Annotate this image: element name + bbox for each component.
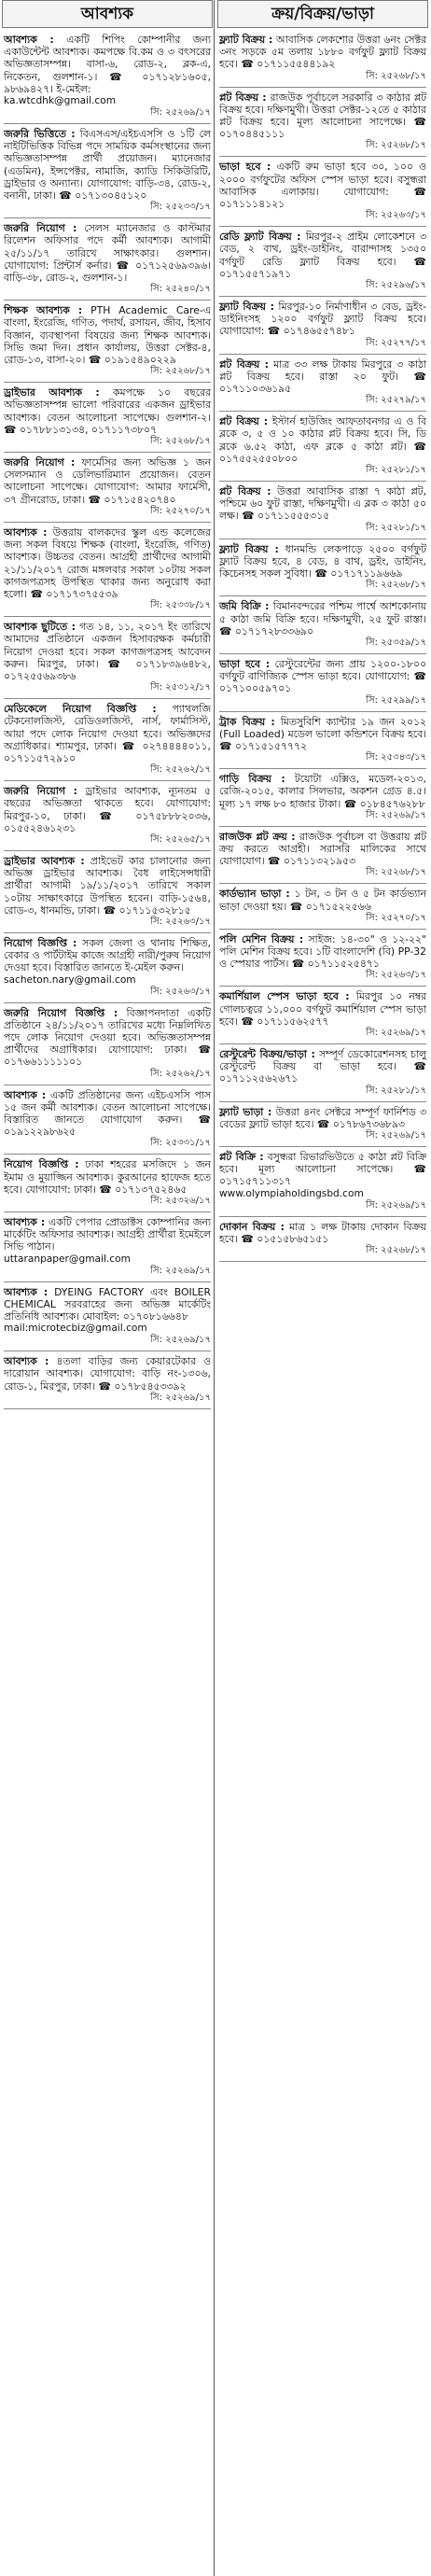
ad-keyword: আবশ্যক : — [4, 525, 48, 539]
wanted-ad — [4, 1216, 211, 1279]
ad-body: রাজউক পূর্বাচলে সরকারি ৩ কাঠার প্লট বিক্রয় হবে। দক্ষিণমুখী। উত্তরা সেক্টর-১২তে ৫ কাঠার প্লট বিক্রয় হবে। মূল্য আলোচনা সাপেক্ষে। ☎ ০১৭০৪৪৫১১১ — [219, 91, 426, 141]
ad-code: সি: ২৫২৮১/১৭ — [366, 1085, 426, 1096]
ad-code: সি: ২৫২৩৩/১৭ — [150, 202, 211, 213]
buy-sell-ad — [219, 658, 426, 708]
ad-separator — [219, 226, 426, 227]
ad-body: বিএসএস/এইচএসসি ও ১টি লে নাইটিভিত্তিক বিভিন্ন পদে সাময়িক কর্মসংস্থানের জন্য অভিজ্ঞতাসম্পন্ন প্রার্থী প্রয়োজন। ম্যানেজার (এডমিন), ইন্সপেক্টর, নামাজি, ক্যাডি সিকিউরিটি, ড্রাইভার ও অন্যান্য। যোগাযোগ: বাড়ি-৩৪, রোড-২, বনানী, ঢাকা। ☎ ০১৭১৩০৪৫১২০ — [4, 128, 211, 203]
ad-code: সি: ২৫২৬৮/১৭ — [366, 867, 426, 878]
wanted-ad — [4, 1007, 211, 1082]
ad-body: উত্তরায় বালকদের স্কুল এন্ড কলেজের জন্য সকল বিষয়ে শিক্ষক (বাংলা, ইংরেজি, গণিত) আবশ্যক। উচ্চতর বেতন। আগ্রহী প্রার্থীদের আগামী ২১/১১/২০১৭ রোজ মঙ্গলবার সকাল ১০টায় সকল কাগজপত্রসহ উপস্থিত থাকার জন্য অনুরোধ করা হলো। ☎ ০১৭১৭৩৭৫৫৩৯ — [4, 525, 211, 600]
ad-separator — [219, 156, 426, 157]
ad-separator — [4, 850, 211, 851]
ad-keyword: আবশ্যক : — [4, 34, 54, 46]
ad-keyword: প্লট বিক্রয় : — [219, 91, 267, 104]
ad-body: একটি প্রতিষ্ঠানের জন্য এইচএসসি পাস ১৫ জন কর্মী আবশ্যক। বেতন আলোচনা সাপেক্ষে। বিস্তারিত জানতে যোগাযোগ করুন। ☎ ০১৯১২২৯৮৬২৫ — [4, 1088, 212, 1139]
ad-body: ফার্মেসির জন্য অভিজ্ঞ ১ জন সেলসম্যান ও ডেলিভারিম্যান প্রয়োজন। বেতন আলোচনা সাপেক্ষে। যোগাযোগ: আমার ফার্মেসী, ৩৭ গ্রীনরোড, ঢাকা। ☎ ০১৭১৫৪২০৭৪০ — [4, 456, 211, 506]
ad-body: উত্তরা আবাসিক রাস্তা ৭ কাঠা প্লট, পশ্চিমে ৬০ ফুট রাস্তা, দক্ষিণমুখী। এ ব্লক ৩ কাঠা ৫০ লক্ষ। ☎ ০১৭১১৫৫৫৩১৫ — [219, 485, 427, 523]
ad-code: সি: ২৫৩৩১/১৭ — [150, 1138, 211, 1149]
ad-code: সি: ২৫২৬৮/১৭ — [366, 140, 426, 151]
ad-keyword: কার্ডভ্যান ভাড়া : — [219, 888, 290, 901]
left-column — [2, 0, 213, 2576]
ad-code: সি: ২৫২৬৯/১৭ — [150, 107, 211, 119]
ad-code: সি: ২৫২৬৯/১৭ — [366, 1199, 426, 1211]
buy-sell-ad — [219, 543, 426, 594]
wanted-ad-list — [2, 34, 213, 1409]
wanted-ad — [4, 304, 211, 379]
wanted-ad — [4, 386, 211, 449]
buy-sell-ad — [219, 91, 426, 154]
buy-sell-ad — [219, 888, 426, 925]
ad-code: সি: ২৫২৬৮/১৭ — [366, 1245, 426, 1255]
ad-separator — [4, 616, 211, 617]
buy-sell-ad — [219, 600, 426, 651]
wanted-ad — [4, 128, 211, 215]
buy-sell-ad — [219, 161, 426, 223]
ad-keyword: রাজউক প্লট ক্রয় : — [219, 830, 296, 843]
ad-keyword: কমার্শিয়াল স্পেস ভাড়া হবে : — [219, 990, 350, 1003]
ad-separator — [219, 986, 426, 987]
ad-keyword: আবশ্যক : — [4, 1088, 47, 1101]
ad-body: মিরপুর-১০ নির্মাণাধীন ৩ বেড, ড্রইং-ডাইনিংসহ ১২০০ বর্গফুট ফ্ল্যাট বিক্রয় হবে। যোগাযোগ: ☎ ০১৭৪৬৫৫৭৪৮১ — [219, 301, 426, 338]
ad-keyword: জরুরি ভিত্তিতে : — [4, 128, 76, 141]
buy-sell-ad — [219, 831, 426, 881]
ad-separator — [219, 1216, 426, 1217]
ad-keyword: জরুরি নিয়োগ বিজ্ঞপ্তি : — [4, 1006, 118, 1019]
ad-code: সি: ২৫২৬৩/১৭ — [150, 916, 211, 927]
ad-keyword: আবশ্যক : — [4, 1216, 46, 1229]
ad-separator — [219, 826, 426, 827]
ad-code: সি: ২৫২৭০/১৭ — [150, 505, 211, 516]
ad-separator — [219, 768, 426, 769]
ad-email[interactable]: uttaranpaper@gmail.com — [4, 1253, 131, 1265]
ad-body: আবাসিক লেকশোর উত্তরা ৬নং সেক্টর ৩নং সড়কে ৫ম তলায় ১৮৮০ বর্গফুট ফ্ল্যাট বিক্রয় হবে। ☎ ০১৭১১৫৫৪৪১৯২ — [219, 34, 427, 71]
ad-separator — [4, 217, 211, 218]
ad-code: সি: ২৫৩৩৮/১৭ — [150, 600, 211, 611]
ad-separator — [219, 481, 426, 482]
ad-code: সি: ২৫২৬৩/১৭ — [366, 210, 426, 221]
ad-separator — [4, 123, 211, 124]
ad-code: সি: ২৫২৬৯/১৭ — [150, 1335, 211, 1346]
ad-keyword: ট্রাক বিক্রয় : — [219, 715, 275, 728]
ad-code: সি: ২৫২৬৯/১৭ — [366, 1027, 426, 1038]
ad-code: সি: ২৫২৬৮/১৭ — [366, 70, 426, 81]
column-header-wanted: আবশ্যক — [2, 0, 213, 28]
ad-body: বিজ্ঞাপনদাতা একটি প্রতিষ্ঠানে ২৪/১১/২০১৭ তারিখের মধ্যে নিম্নলিখিত পদে লোক নিয়োগ দেওয়া হবে। অভিজ্ঞতাসম্পন্ন প্রার্থীদের অগ্রাধিকার। যোগাযোগ: ঢাকা। ☎ ০১৭৬৬১১১১১০১ — [4, 1006, 211, 1069]
ad-body: PTH Academic Care-এ বাংলা, ইংরেজি, গণিত, পদার্থ, রসায়ন, জীব, হিসাব বিজ্ঞান, ব্যবস্থাপনা বিষয়ের জন্য শিক্ষক আবশ্যক। সিভি জমা দিন। প্রধান কার্যালয়, উত্তরা সেক্টর-৪, রোড-১৩, বাসা-২০। ☎ ০১৯১৫৪৯০২২৯ — [4, 304, 211, 367]
buy-sell-ad — [219, 1151, 426, 1213]
ad-separator — [4, 780, 211, 781]
ad-separator — [4, 932, 211, 933]
ad-body: ধানমন্ডি লেকপাড়ে ২৫০০ বর্গফুট ফ্ল্যাট বিক্রয় হবে, ৪ বেড, ৪ বাথ, ড্রইং, ডাইনিং, কিচেনসহ সকল সুবিধা। ☎ ০১৭১৭১১৯৬৬৯ — [219, 542, 426, 581]
ad-keyword: জরুরি নিয়োগ : — [4, 222, 77, 235]
ad-keyword: প্লট বিক্রয় : — [219, 415, 269, 428]
ad-email[interactable]: mail:microtecbiz@gmail.com — [4, 1323, 147, 1335]
ad-code: সি: ২৫২৬২/১৭ — [150, 1068, 211, 1079]
ad-keyword: নিয়োগ বিজ্ঞপ্তি : — [4, 936, 77, 949]
buy-sell-ad — [219, 773, 426, 823]
ad-body: সম্পূর্ণ ডেকোরেশনসহ চালু রেস্টুরেন্ট বিক্রয় বা ভাড়া হবে। ☎ ০১৭১১২৫৬২৬৭১ — [219, 1047, 426, 1085]
ad-code: সি: ২৫২৭০/১৭ — [366, 912, 426, 923]
wanted-ad — [4, 222, 211, 297]
ad-code: সি: ২৫৩৪৩/১৭ — [366, 752, 426, 763]
ad-keyword: প্লট বিক্রয় : — [219, 357, 269, 371]
ad-code: সি: ২৫২৮১/১৭ — [366, 465, 426, 476]
ad-body: ১ টন, ৩ টন ও ৫ টন কার্ডভ্যান ভাড়া দেওয়া হয়। ☎ ০১৭১৫২২৫৬৬ — [219, 888, 426, 913]
ad-body: উত্তরা ৪নং সেক্টরে সম্পূর্ণ ফার্নিশড ৩ বেডের ফ্ল্যাট ভাড়া হবে। ☎ ০১৭৮৬৭৩৬৮৯৩ — [219, 1105, 426, 1130]
wanted-ad — [4, 456, 211, 519]
ad-code: সি: ২৫২৯৬/১৭ — [366, 280, 426, 291]
ad-keyword: গাড়ি বিক্রয় : — [219, 773, 285, 786]
wanted-ad — [4, 34, 211, 120]
ad-keyword: প্লট বিক্রি : — [219, 1150, 264, 1163]
ad-keyword: ফ্ল্যাট বিক্রয় : — [219, 34, 273, 46]
ad-keyword: জরুরি নিয়োগ : — [4, 785, 77, 798]
ad-code: সি: ২৫২৬৩/১৭ — [366, 970, 426, 981]
ad-body: প্যাথলজি টেকনোলজিস্ট, রেডিওলজিস্ট, নার্স, ফার্মাসিস্ট, আয়া পদে লোক নিয়োগ দেওয়া হবে। অভিজ্ঞদের অগ্রাধিকার। শ্যামপুর, ঢাকা। ☎ ০২৭৪৪৪৪০১১, ০১৭১১৫৭২৯১০ — [4, 703, 211, 764]
ad-keyword: প্লট বিক্রয় : — [219, 485, 271, 498]
ad-keyword: ফ্ল্যাট বিক্রয় : — [219, 542, 279, 555]
ad-separator — [219, 1261, 426, 1262]
ad-code: সি: ২৫২৬৯/১৭ — [150, 1392, 211, 1403]
ad-body: DYEING FACTORY এবং BOILER CHEMICAL সরবরাহের জন্য অভিজ্ঞ মার্কেটিং প্রতিনিধি আবশ্যক। মোবাইল: ০১৭০৮১৬৬৪৮ — [4, 1285, 211, 1323]
column-header-buy-sell-rent: ক্রয়/বিক্রয়/ভাড়া — [217, 0, 428, 28]
ad-keyword: নিয়োগ বিজ্ঞপ্তি : — [4, 1158, 79, 1171]
ad-separator — [219, 411, 426, 412]
ad-keyword: পলি মেশিন বিক্রয় : — [219, 932, 304, 945]
ad-keyword: জরুরি নিয়োগ : — [4, 456, 76, 469]
buy-sell-ad — [219, 301, 426, 351]
ad-body: সকল জেলা ও থানায় শিক্ষিত, বেকার ও পার্টটাইম কাজে আগ্রহী নারী/পুরুষ নিয়োগ দেওয়া হবে। বিস্তারিত জানতে ই-মেইল করুন। — [4, 936, 212, 974]
ad-separator — [4, 452, 211, 453]
wanted-ad — [4, 937, 211, 1000]
ad-code: সি: ২৫২৭৭/১৭ — [366, 337, 426, 348]
ad-code: সি: ২৫২৮১/১৭ — [366, 522, 426, 533]
buy-sell-ad — [219, 1048, 426, 1099]
buy-sell-ad — [219, 231, 426, 293]
wanted-ad — [4, 855, 211, 930]
ad-body: সাইজ: ১৪-৩০" ও ১২-২২" পলি মেশিন বিক্রয় হবে। ১টি বাংলাদেশি (বি) PP-32 ও স্পেয়ার পার্টস। ☎ ০১৭১১৫২৫৪৭১ — [219, 932, 427, 971]
ad-separator — [219, 1101, 426, 1102]
buy-sell-ad — [219, 358, 426, 409]
ad-keyword: শিক্ষক আবশ্যক : — [4, 304, 83, 317]
ad-keyword: ফ্ল্যাট ভাড়া : — [219, 1105, 272, 1118]
ad-code: সি: ২৫৩৫৯/১৭ — [366, 637, 426, 648]
ad-code: সি: ২৫২৬৩/১৭ — [150, 986, 211, 997]
buy-sell-ad — [219, 485, 426, 536]
ad-separator — [4, 382, 211, 383]
ad-email[interactable]: sacheton.nary@gmail.com — [4, 973, 136, 986]
ad-separator — [4, 522, 211, 523]
ad-body: ইস্টার্ন হাউজিং আফতাবনগর এ ও বি ব্লকে ৩, ৫ ও ১০ কাঠার প্লট বিক্রয় হবে। সি, ডি ব্লকে ৬.৫২ কাঠা, এফ ব্লকে ৫ কাঠা প্লট। ☎ ০১৭৫৫২৫৫০৮০০ — [219, 415, 426, 465]
ad-keyword: মেডিকেলে নিয়োগ বিজ্ঞপ্তি : — [4, 703, 157, 716]
ad-keyword: দোকান বিক্রয় : — [219, 1220, 285, 1233]
ad-body: কমপক্ষে ১০ বছরের অভিজ্ঞতাসম্পন্ন ভালো পরিবারের একজন ড্রাইভার আবশ্যক। বেতন আলোচনা সাপেক্ষে। গুলশান-২। ☎ ০১৭৮৮১৩১৩৪, ০১৭১১৭৩৮০৭ — [4, 386, 212, 436]
ad-code: সি: ২৫২৬৮/১৭ — [366, 580, 426, 591]
wanted-ad — [4, 703, 211, 777]
ad-body: মিরপুর ১০ নম্বর গোলচত্বরে ১১,০০০ বর্গফুট কমার্শিয়াল স্পেস ভাড়া হবে। ☎ ০১৭১১৫৬২৫৭৭ — [219, 990, 427, 1028]
buy-sell-ad — [219, 34, 426, 84]
ad-body: রাজউক পূর্বাচল বা উত্তরায় প্লট ক্রয় করতে আগ্রহী। সরাসরি মালিকের সাথে যোগাযোগ। ☎ ০১৭১১৩২১৯৫৩ — [219, 830, 426, 868]
wanted-ad — [4, 1286, 211, 1349]
buy-sell-ad — [219, 990, 426, 1041]
ad-body: ড্রাইভার আবশ্যক, ন্যূনতম ৫ বছরের অভিজ্ঞতা থাকতে হবে। যোগাযোগ: মিরপুর-১০, ঢাকা। ☎ ০১৭৫৮৮৮২০৩৬, ০১৫৫২৪৬১২৩১ — [4, 785, 211, 834]
wanted-ad — [4, 1158, 211, 1209]
ad-code: সি: ২৫২৬৯/১৭ — [366, 1129, 426, 1141]
ad-body: গত ১৪, ১১, ২০১৭ ইং তারিখে আমাদের প্রতিষ্ঠানে একজন হিসাবরক্ষক কর্মচারী নিয়োগ দেওয়া হবে। সকল কাগজপত্রসহ আবেদন করুন। মিরপুর, ঢাকা। ☎ ০১৭১৮৩৯৬৪৮২, ০১৭২৫৫৬৯৩৮৬ — [4, 621, 212, 682]
buy-sell-ad — [219, 716, 426, 766]
ad-code: সি: ২৫২৬৮/১৭ — [150, 436, 211, 447]
ad-separator — [219, 296, 426, 297]
buy-sell-ad-list — [217, 34, 428, 1262]
ad-separator — [4, 1154, 211, 1155]
ad-body: সেলস ম্যানেজার ও কাস্টমার রিলেশন অফিসার পদে কর্মী আবশ্যক। আগামী ২৫/১১/১৭ তারিখে সাক্ষাৎকার। গুলশান। যোগাযোগ: প্রিন্টার্স কর্নার। ☎ ০১৭১২৫৬৯৩৯৬। বাড়ি-৩৮, রোড-২, গুলশান-১। — [4, 222, 211, 285]
ad-keyword: ভাড়া হবে : — [219, 161, 271, 174]
ad-separator — [219, 1043, 426, 1044]
ad-body: মিরপুর-২ প্রাইম লোকেশনে ৩ বেড, ২ বাথ, ড্রইং-ডাইনিং, বারান্দাসহ ১৩৫০ বর্গফুট রেডি ফ্ল্যাট বিক্রয় হবে। ☎ ০১৭১৫৫৭১৯৭১ — [219, 231, 427, 280]
ad-code: সি: ২৫৩২৬/১৭ — [150, 1196, 211, 1207]
ad-keyword: ভাড়া হবে : — [219, 657, 271, 670]
buy-sell-ad — [219, 933, 426, 984]
ad-body: মিতসুবিশি ক্যান্টার ১৯ জন ২০১২ (Full Loaded) মডেল ভালো কন্ডিশনে বিক্রয় হবে। ☎ ০১৭১৫১৫৭৭৭২ — [219, 715, 426, 752]
right-column — [217, 0, 428, 2576]
ad-separator — [219, 711, 426, 712]
buy-sell-ad — [219, 415, 426, 478]
ad-body: রেস্টুরেন্টের জন্য প্রায় ১২০০-১৮০০ বর্গফুট বাণিজ্যিক স্পেস ভাড়া হবে। যোগাযোগ: ☎ ০১৭১০০৫৯৭০১ — [219, 657, 427, 695]
ad-body: একটি রুম ভাড়া হবে ৩০, ১০০ ও ২০০০ বর্গফুটের অফিস স্পেস ভাড়া হবে। বসুন্ধরা আবাসিক এলাকায়। যোগাযোগ: ☎ ০১৭১১১৪১২১ — [219, 161, 427, 211]
ad-body: ৪তলা বাড়ির জন্য কেয়ারটেকার ও দারোয়ান আবশ্যক। যোগাযোগ: বাড়ি নং-১৩০৬, রোড-১, মিরপুর, ঢাকা। ☎ ০১৭৮৫৪৫৩৩৯২ — [4, 1355, 211, 1393]
ad-email[interactable]: ka.wtcdhk@gmail.com — [4, 95, 117, 107]
ad-keyword: ড্রাইভার আবশ্যক : — [4, 386, 100, 399]
ad-body: একটি পেপার প্রোডাক্টস কোম্পানির জন্য মার্কেটিং অফিসার আবশ্যক। আগ্রহী প্রার্থীরা ইমেইলে সিভি পাঠান। — [4, 1216, 211, 1253]
ad-separator — [4, 1211, 211, 1212]
ad-keyword: ড্রাইভার আবশ্যক : — [4, 854, 85, 867]
ad-code: সি: ২৫২৪০/১৭ — [150, 284, 211, 295]
ad-body: বসুন্ধরা রিভারভিউতে ৫ কাঠা প্লট বিক্রি হবে। মূল্য আলোচনা সাপেক্ষে। ☎ ০১৭১৫৭১১৩১৭ — [219, 1150, 426, 1188]
ad-body: বিমানবন্দরের পশ্চিম পার্শ্বে আশকোনায় ৫ কাঠা জমি বিক্রি হবে। দক্ষিণমুখী, ২৫ ফুট রাস্তা। ☎ ০১৭১৭২৮৩৩৬৯০ — [219, 600, 427, 637]
ad-body: প্রাইভেট কার চালানোর জন্য অভিজ্ঞ ড্রাইভার আবশ্যক। বৈধ লাইসেন্সধারী প্রার্থীরা আগামী ১৯/১১/২০১৭ তারিখে সকাল ১০টায় সাক্ষাৎকারে উপস্থিত হবেন। বাড়ি-১৫৬৪, রোড-৩, ধানমন্ডি, ঢাকা। ☎ ০১৭১১৫৩২৮১৫ — [4, 854, 212, 917]
buy-sell-ad — [219, 1106, 426, 1143]
wanted-ad — [4, 1355, 211, 1406]
ad-code: সি: ২৫২৬৫/১৭ — [150, 833, 211, 845]
ad-separator — [219, 1146, 426, 1147]
ad-code: সি: ২৫২৯৯/১৭ — [366, 694, 426, 706]
ad-separator — [219, 595, 426, 596]
ad-separator — [219, 653, 426, 654]
ad-body: টয়োটা এক্সিও, মডেল-২০১৩, রেজি-২০১৫, কালার সিলভার, অকশন গ্রেড ৪.৫। মূল্য ১৭ লক্ষ ৮০ হাজার টাকা। ☎ ০১৮৪৫৭৬২৮৮ — [219, 773, 426, 810]
ad-separator — [219, 354, 426, 355]
ad-keyword: আবশ্যক ছুটিতে : — [4, 621, 76, 634]
ad-email[interactable]: www.olympiaholdingsbd.com — [219, 1187, 364, 1199]
ad-body: একটি শিপিং কোম্পানীর জন্য একাউন্টেন্ট আবশ্যক। কমপক্ষে বি.কম ও ৩ বৎসরের অভিজ্ঞতাসম্পন্ন। বাসা-৬, রোড-২, ব্লক-এ, নিকেতন, গুলশান-১। ☎ ০১৭১২৮১৬০৫, ৯৮৬৯৪২৭। ই-মেইল: — [4, 34, 211, 95]
ad-separator — [4, 1408, 211, 1409]
ad-body: মাত্র ৩৩ লক্ষ টাকায় মিরপুরে ৩ কাঠা প্লট বিক্রয় হবে। রাস্তা ২০ ফুট। ☎ ০১৭১১০৩৬১৯৫ — [219, 357, 427, 396]
ad-code: সি: ২৫২৬৯/১৭ — [366, 809, 426, 820]
wanted-ad — [4, 526, 211, 613]
wanted-ad — [4, 785, 211, 847]
ad-keyword: আবশ্যক : — [4, 1285, 49, 1298]
ad-separator — [219, 883, 426, 884]
wanted-ad — [4, 621, 211, 695]
ad-body: মাত্র ১ লক্ষ টাকায় দোকান বিক্রয় হবে। ☎ ০১৫১৫৮৬৫১৫১ — [219, 1220, 427, 1245]
buy-sell-ad — [219, 1221, 426, 1258]
wanted-ad — [4, 1089, 211, 1152]
ad-separator — [219, 929, 426, 930]
ad-code: সি: ২৫২৭৯/১৭ — [366, 395, 426, 406]
ad-body: ঢাকা শহরের মসজিদে ১ জন ইমাম ও মুয়াজ্জিন আবশ্যক। কুরআনের হাফেজ হতে হবে। যোগাযোগ: ঢাকা। ☎ ০১৭১৩৭৫২৪৬৫ — [4, 1158, 211, 1196]
ad-keyword: রেডি ফ্ল্যাট বিক্রয় : — [219, 231, 301, 244]
ad-code: সি: ২৫২৬৮/১৭ — [150, 366, 211, 377]
ad-code: সি: ২৫৩১২/১৭ — [150, 682, 211, 693]
ad-separator — [4, 1002, 211, 1003]
ad-keyword: জমি বিক্রি : — [219, 600, 270, 613]
ad-keyword: আবশ্যক : — [4, 1355, 49, 1368]
ad-keyword: রেস্টুরেন্ট বিক্রয়/ভাড়া : — [219, 1047, 315, 1060]
ad-separator — [219, 87, 426, 88]
ad-separator — [4, 698, 211, 699]
ad-code: সি: ২৫২৬৯/১৭ — [150, 1265, 211, 1276]
ad-separator — [4, 1281, 211, 1282]
ad-keyword: ফ্ল্যাট বিক্রয় : — [219, 301, 274, 314]
ad-code: সি: ২৫২৬২/১৭ — [150, 764, 211, 776]
ad-separator — [4, 300, 211, 301]
column-divider — [214, 0, 215, 2576]
